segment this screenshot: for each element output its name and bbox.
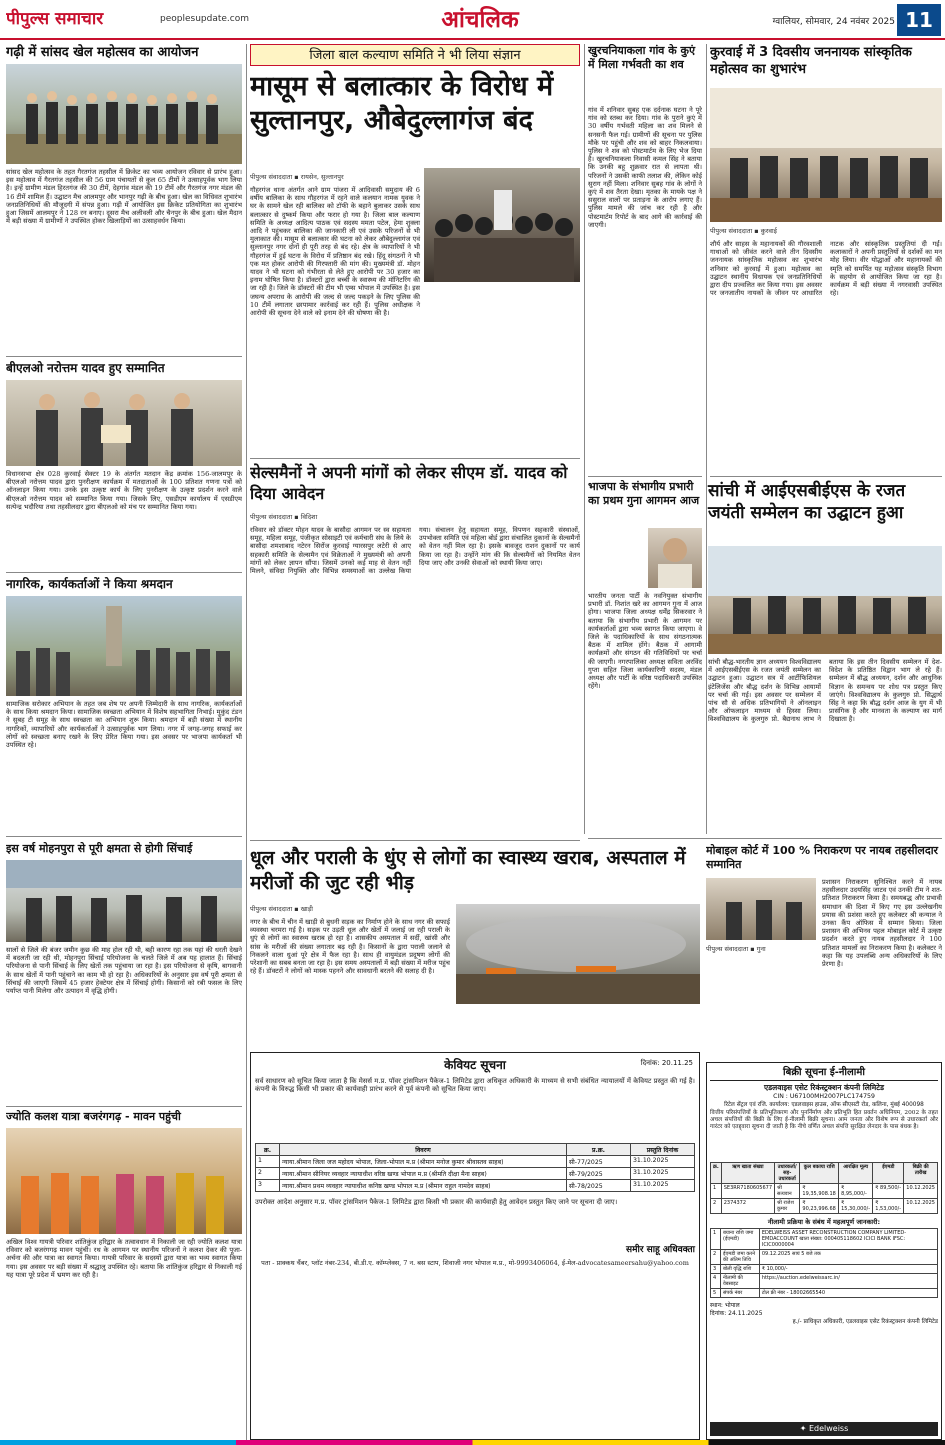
kurwai-headline: कुरवाई में 3 दिवसीय जननायक सांस्कृतिक महोत्सव का शुभारंभ	[710, 45, 912, 77]
selsmen-credit: पीपुल्स संवाददाता ▪ विदिशा	[250, 513, 318, 521]
divider	[250, 840, 580, 841]
story-dhool	[250, 846, 700, 1048]
divider	[6, 836, 242, 837]
bhajpa-headline: भाजपा के संभागीय प्रभारी का प्रथम गुना आगमन आज	[588, 480, 700, 507]
caveat-cell: 3	[256, 1180, 280, 1192]
table-row	[711, 1289, 938, 1298]
caveat-cell: सी-79/2025	[567, 1168, 631, 1180]
kharchuniya-body: गांव में शनिवार सुबह एक दर्दनाक घटना ने पूरे गांव को स्तब्ध कर दिया। गांव के पुराने कुएं में 30 वर्षीय गर्भवती महिला का शव मिलने से सनसनी फैल गई। ग्रामीणों की सूचना पर पुलिस मौके पर पहुंची और शव को बाहर निकलवाया। पुलिस ने शव को पोस्टमार्टम के लिए भेज दिया है। खुरचनियाकला निवासी कमल सिंह ने बताया कि उनकी बहू शुक्रवार रात से लापता थी। परिजनों ने उसकी काफी तलाश की, लेकिन कोई सुराग नहीं मिला। शनिवार सुबह गांव के लोगों ने कुएं में शव तैरता देखा। मृतका के मायके पक्ष ने ससुराल वालों पर प्रताड़ना के आरोप लगाए हैं। पुलिस मामले की जांच कर रही है और पोस्टमार्टम रिपोर्ट के बाद आगे की कार्रवाई की जाएगी।	[588, 106, 702, 229]
shramdan-photo	[6, 596, 242, 696]
story-narottam	[6, 360, 242, 570]
caveat-col-case: प्र.क्र.	[567, 1144, 631, 1156]
shramdan-body: सामाजिक सरोकार अभियान के तहत जब शेष पर अपनी जिम्मेदारी के साथ नागरिक, कार्यकर्ताओं के साथ किया श्रमदान किया। सामाजिक स्वच्छता अभियान में विशेष सहभागिता निभाई। मुकुंद टंडन ने सुबह टी समूह के साथ स्वच्छता का अभियान शुरू किया। श्रमदान में बड़ी संख्या में स्थानीय नागरिकों, व्यापारियों और कार्यकर्ताओं ने उत्साहपूर्वक भाग लिया। नगर में जगह-जगह सफाई कर लोगों को स्वच्छता बनाए रखने के लिए प्रेरित किया गया। इस अवसर पर भाजपा कार्यकर्ता भी उपस्थित रहे।	[6, 700, 242, 750]
caveat-col-date: प्रस्तुति दिनांक	[631, 1144, 695, 1156]
caveat-table	[255, 1143, 695, 1192]
auction-cell: ₹ 89,500/-	[873, 1184, 904, 1199]
caveat-footer: उपरोक्त आदेश अनुसार म.प्र. पॉवर ट्रांसमिशन पैकेज-1 लिमिटेड द्वारा किसी भी प्रकार की कार्यवाही हेतु आवेदन प्रस्तुत किए जाने पर सूचना दी जाए।	[255, 1198, 618, 1206]
auction-address: रिटेल सेंट्रल एवं रजि. कार्यालय: एडलवाइस हाउस, ऑफ सीएसटी रोड, कलिना, मुंबई 400098	[724, 1102, 924, 1108]
caveat-col-no: क्र.	[256, 1144, 280, 1156]
auction-cell: ₹ 19,35,908.18	[800, 1184, 839, 1199]
sinchai-photo	[6, 860, 242, 942]
auction-cell: 10.12.2025	[904, 1199, 938, 1214]
dhool-credit: पीपुल्स संवाददाता ▪ खाड़ी	[250, 905, 313, 913]
auction-cell: ₹ 8,95,000/-	[839, 1184, 873, 1199]
auction-logo	[710, 1422, 938, 1436]
lead-body: गौहरगंज थाना अंतर्गत आने ग्राम पांजरा में आदिवासी समुदाय की 6 वर्षीय बालिका के साथ गौहरगंज में रहने वाले कलयान नामक युवक ने घर के सामने खेल रही बालिका को टॉफी के बहाने बुलाकर उसके साथ बलात्कार से दुष्कर्म किया और फरार हो गया है। जिला बाल कल्याण समिति के अध्यक्ष आदित्य पाठक एवं सदस्य ममता पटेल, हेमा शुक्ला आदि ने पहुंचकर बालिका की जानकारी ली एवं उसके परिजनों से भी मुलाकात की। मासूम से बलात्कार की घटना को लेकर औबेदुल्लागंज एवं सुल्तानपुर नगर दोनों ही पूरी तरह से बंद रहे। क्षेत्र के व्यापारियों ने भी गौहरगंज में हुई घटना के विरोध में प्रतिष्ठान बंद रखे। हिंदू संगठनों ने भी एक मत होकर आरोपी की गिरफ्तारी की मांग की। मुख्यमंत्री डॉ. मोहन यादव ने भी घटना को गंभीरता से लेते हुए आरोपी पर 30 हजार का इनाम घोषित किया है। डॉक्टरों द्वारा बच्ची के स्वास्थ्य की मॉनिटरिंग की जा रही है। जिले के डॉक्टरों की टीम भी एम्स भोपाल में उपस्थित है। इस जघन्य अपराध के आरोपी की जल्द से जल्द पकड़ने के लिए पुलिस की 10 टीमें लगातार छापामार कार्रवाई कर रही हैं। पुलिस अधीक्षक ने आरोपी की सूचना देने वाले को इनाम देने की घोषणा की है।	[250, 186, 420, 318]
section-title: आंचलिक	[441, 7, 519, 33]
auction-cell: 1	[711, 1184, 722, 1199]
masthead	[0, 0, 945, 40]
caveat-cell: 31.10.2025	[631, 1180, 695, 1192]
dhool-headline: धूल और पराली के धुंए से लोगों का स्वास्थ्य खराब, अस्पताल में मरीजों की जुट रही भीड़	[250, 847, 686, 894]
divider	[588, 838, 942, 839]
auction-info-cell: बोली वृद्धि राशि	[721, 1265, 760, 1274]
burning-field-illustration	[456, 904, 700, 1004]
auction-info-cell: टोल फ्री नंबर - 18002665540	[759, 1289, 937, 1298]
auction-cell: 10.12.2025	[904, 1184, 938, 1199]
kalash-headline: ज्योति कलश यात्रा बजरंगगढ़ - मावन पहुंची	[6, 1110, 181, 1123]
bhajpa-body: भारतीय जनता पार्टी के नवनियुक्त संभागीय प्रभारी डॉ. निशांत खरे का आगमन गुना में आज होगा। भाजपा जिला अध्यक्ष धर्मेंद्र सिकरवार ने बताया कि संभागीय प्रभारी के आगमन पर कार्यकर्ताओं द्वारा भव्य स्वागत किया जाएगा। वे जिले के पदाधिकारियों के साथ संगठनात्मक बैठक में शामिल होंगे। बैठक में आगामी कार्यक्रमों और संगठन की गतिविधियों पर चर्चा की जाएगी। नगरपालिका अध्यक्ष सविता अरविंद गुप्ता सहित जिला कार्यकारिणी सदस्य, मंडल अध्यक्ष और पार्टी के वरिष्ठ पदाधिकारी उपस्थित रहेंगे।	[588, 592, 702, 691]
auction-cell: 2374372	[721, 1199, 774, 1214]
sinchai-headline: इस वर्ष मोहनपुरा से पूरी क्षमता से होगी सिंचाई	[6, 842, 193, 855]
auction-place: स्थान: भोपाल	[710, 1302, 740, 1309]
page-number: 11	[897, 4, 941, 36]
caveat-cell: न्याया.श्रीमान प्रथम व्यवहार न्यायाधीश कनिष्ठ खण्ड भोपाल म.प्र (श्रीमान राहुल नामदेव साहब)	[280, 1180, 567, 1192]
sanchi-body: सांची बौद्ध-भारतीय ज्ञान अध्ययन विश्वविद्यालय में आईएसबीईएस के रजत जयंती सम्मेलन का उद्घाटन हुआ। उद्घाटन सत्र में आर्टीफिशियल इंटेलिजेंस और बौद्ध दर्शन के विभिन्न आयामों पर चर्चा की गई। इस अवसर पर सम्मेलन में पांच सौ से अधिक प्रतिभागियों ने ऑनलाइन और ऑफलाइन माध्यम से हिस्सा लिया। विश्वविद्यालय के कुलगुरु प्रो. बैद्यनाथ लाभ ने बताया कि इस तीन दिवसीय सम्मेलन में देश-विदेश के प्रतिष्ठित विद्वान भाग ले रहे हैं। सम्मेलन में बौद्ध अध्ययन, दर्शन और आधुनिक विज्ञान के समन्वय पर शोध पत्र प्रस्तुत किए जाएंगे। विश्वविद्यालय के कुलगुरु प्रो. सिद्धार्थ सिंह ने कहा कि बौद्ध दर्शन आज के युग में भी प्रासंगिक है और मानवता के कल्याण का मार्ग दिखाता है।	[708, 658, 942, 724]
divider	[710, 476, 942, 477]
selsmen-headline: सेल्समैनों ने अपनी मांगों को लेकर सीएम डॉ. यादव को दिया आवेदन	[250, 463, 568, 503]
stage-event-illustration	[710, 88, 942, 222]
selsmen-body: रविवार को डॉक्टर मोहन यादव के बासौदा आगमन पर स्व सहायता समूह, महिला समूह, पंजीकृत सोसाइटी एवं कर्मचारी संघ के लिये के बासौदा शमशाबाद नटेरन सिरोंज कुरवाई ग्यारसपुर लटेरी से आए सहकारी समिति के सेल्समैन एवं विक्रेताओं ने मुख्यमंत्री को अपनी मांगों को लेकर ज्ञापन सौंपा। जिसमें उनको कई माह से वेतन नहीं मिलने, संविदा नियुक्ति और विभिन्न समस्याओं का उल्लेख किया गया। संचालन हेतु सहायता समूह, विपणन सहकारी संस्थाओं, उपभोक्ता समिति एवं महिला बोर्ड द्वारा संचालित दुकानों के सेल्समैनों को वेतन नहीं मिल रहा है। इसके बावजूद राशन दुकानों पर कार्य किया जा रहा है। उन्होंने मांग की कि सेल्समैनों को नियमित वेतन दिया जाए और उनकी सेवाओं को स्थायी किया जाए।	[250, 526, 580, 576]
divider	[6, 572, 242, 573]
table-row	[711, 1184, 938, 1199]
lead-kicker: जिला बाल कल्याण समिति ने भी लिया संज्ञान	[250, 44, 580, 66]
table-row	[256, 1180, 695, 1192]
column-rule	[246, 44, 247, 1440]
lead-headline: मासूम से बलात्कार के विरोध में सुल्तानपुर, औबेदुल्लागंज बंद	[250, 71, 554, 136]
sanchi-photo	[708, 546, 942, 654]
divider	[250, 458, 580, 459]
auction-info-cell: 1	[711, 1229, 721, 1250]
auction-info-cell: 5	[711, 1289, 721, 1298]
auction-col: ऋण खाता संख्या	[721, 1163, 774, 1184]
auction-header-row	[711, 1163, 938, 1184]
caveat-col-detail: विवरण	[280, 1144, 567, 1156]
auction-info-cell: 4	[711, 1274, 721, 1289]
color-registration-bar	[0, 1440, 945, 1445]
story-selsmen	[250, 462, 580, 838]
table-row	[711, 1199, 938, 1214]
auction-info-cell: बयाना राशि जमा (ईएमडी)	[721, 1229, 760, 1250]
divider	[6, 1106, 242, 1107]
story-kurwai	[710, 44, 942, 472]
caveat-cell: 31.10.2025	[631, 1156, 695, 1168]
auction-info-cell: 2	[711, 1250, 721, 1265]
narottam-photo	[6, 380, 242, 466]
table-row	[711, 1229, 938, 1250]
auction-table	[710, 1162, 938, 1214]
felicitation-illustration	[706, 878, 816, 940]
auction-info-table	[710, 1228, 938, 1298]
auction-cell: श्री राजेश कुमार	[775, 1199, 800, 1214]
paper-name: पीपुल्स समाचार	[6, 9, 104, 29]
narottam-body: विधानसभा क्षेत्र 028 कुरवाई सेक्टर 19 के अंतर्गत मतदान केंद्र क्रमांक 156-जालमपुर के बीएलओ नरोत्तम यादव द्वारा पुनरीक्षण कार्यक्रम में मतदाताओं के 100 प्रतिशत गणना पत्रों को ऑनलाइन किया गया। उनके इस उत्कृष्ट कार्य के लिए पुनरीक्षण के उत्कृष्ट प्रदर्शन करने वाले बीएलओ नरोत्तम यादव को सम्मानित किया गया। जिसके लिए, एसडीएम कार्यालय में एसडीएम सत्येन्द्र भदौरिया तथा तहसीलदार द्वारा बीएलओ को मंच पर सम्मानित किया गया।	[6, 470, 242, 511]
sinchai-body: सालों से जिले की बंजर जमीन कुछ की माह होल रही थी, बही कारण रहा तक यहां की धरती देखने में बदलती जा रही थी, मोहनपुरा सिंचाई परियोजना के चलते जिले में अब यह हालात हैं। सिंचाई परियोजना से पानी सिंचाई के लिए खेतों तक पहुंचाया जा रहा है। इस परियोजना से कृषि, बागवानी के साथ खेतों में पानी पहुंचाने का काम भी हो रहा है। अधिकारियों के अनुसार इस वर्ष पूरी क्षमता से सिंचाई की जाएगी जिसमें 45 हजार हेक्टेयर क्षेत्र में सिंचाई होगी। किसानों को रबी फसल के लिए पर्याप्त पानी मिलेगा और उत्पादन में वृद्धि होगी।	[6, 946, 242, 996]
lead-body-cont	[424, 286, 580, 452]
auction-date: दिनांक: 24.11.2025	[710, 1310, 763, 1317]
story-kharchuniya	[588, 44, 702, 472]
story-sinchai	[6, 842, 242, 1104]
table-row	[256, 1156, 695, 1168]
kharchuniya-headline: खुरचनियाकला गांव के कुएं में मिला गर्भवती का शव	[588, 44, 696, 71]
kurwai-body: शौर्य और साहस के महानायकों की गौरवशाली गाथाओं को जीवंत करने वाले तीन दिवसीय जननायक सांस्कृतिक महोत्सव का शुभारंभ शनिवार को कुरवाई में हुआ। महोत्सव का उद्घाटन स्थानीय विधायक एवं जनप्रतिनिधियों द्वारा दीप प्रज्वलित कर किया गया। इस अवसर पर जनजातीय नायकों के जीवन पर आधारित नाटक और सांस्कृतिक प्रस्तुतियां दी गईं। कलाकारों ने अपनी प्रस्तुतियों से दर्शकों का मन मोह लिया। वीर योद्धाओं और महानायकों की स्मृति को समर्पित यह महोत्सव संस्कृति विभाग के सहयोग से आयोजित किया जा रहा है। कार्यक्रम में बड़ी संख्या में नगरवासी उपस्थित रहे।	[710, 240, 942, 298]
smoke-photo	[456, 904, 700, 1004]
kurwai-credit: पीपुल्स संवाददाता ▪ कुरवाई	[710, 227, 777, 235]
divider	[588, 476, 702, 477]
dhool-body: नगर के बीच में चीन में खाड़ी से बुधनी सड़क का निर्माण होने के साथ नगर की सफाई व्यवस्था चरमरा गई है। सड़क पर उड़ती धूल और खेतों में जलाई जा रही पराली के धुएं से लोगों का स्वास्थ्य खराब हो रहा है। शासकीय अस्पताल में सर्दी, खांसी और सांस के मरीजों की संख्या लगातार बढ़ रही है। किसानों के द्वारा पराली जलाने से निकलने वाला धुआं पूरे क्षेत्र में फैल रहा है। साथ ही वायुमंडल प्रदूषण लोगों की परेशानी का सबब बनता जा रहा है। इस समय अस्पतालों में बड़ी संख्या में मरीज पहुंच रहे हैं। डॉक्टरों ने लोगों को मास्क पहनने और सावधानी बरतने की सलाह दी है।	[250, 918, 450, 976]
caveat-cell: सी-77/2025	[567, 1156, 631, 1168]
shramdan-headline: नागरिक, कार्यकर्ताओं ने किया श्रमदान	[6, 577, 173, 591]
story-shramdan	[6, 576, 242, 834]
kalash-photo	[6, 1128, 242, 1234]
auction-col: कुल बकाया राशि	[800, 1163, 839, 1184]
auction-cell: ₹ 90,23,996.68	[800, 1199, 839, 1214]
mobile-credit: पीपुल्स संवाददाता ▪ गुना	[706, 945, 766, 953]
divider	[6, 356, 242, 357]
auction-col: क्र.	[711, 1163, 722, 1184]
auction-logo-text: Edelweiss	[808, 1424, 849, 1433]
story-mobile	[706, 844, 942, 1058]
khel-photo	[6, 64, 242, 164]
caveat-signature: समीर साहू अधिवक्ता	[626, 1245, 695, 1255]
table-row	[711, 1265, 938, 1274]
story-lead	[250, 44, 580, 454]
sanchi-headline: सांची में आईएसबीईएस के रजत जयंती सम्मेलन का उद्घाटन हुआ	[708, 481, 906, 523]
caveat-cell: 31.10.2025	[631, 1168, 695, 1180]
caveat-cell: न्याया.श्रीमान जिला जज महोदय भोपाल, जिला-भोपाल म.प्र (श्रीमान मनोज कुमार श्रीवास्तव साहब)	[280, 1156, 567, 1168]
auction-info-link[interactable]: https://auction.edelweissarc.in/	[759, 1274, 937, 1289]
conference-dais-illustration	[708, 546, 942, 654]
auction-info-cell: संपर्क नंबर	[721, 1289, 760, 1298]
auction-info-cell: EDELWEISS ASSET RECONSTRUCTION COMPANY LIMITED-EMDACCOUNT खाता संख्या: 000405118602 ICICI BANK IFSC: ICIC0000004	[759, 1229, 937, 1250]
caveat-date: दिनांक: 20.11.25	[640, 1059, 693, 1067]
caveat-notice	[250, 1052, 700, 1440]
auction-info-title: नीलामी प्रक्रिया के संबंध में महत्वपूर्ण जानकारी:	[767, 1218, 881, 1226]
officials-inspection-illustration	[6, 860, 242, 942]
auction-cell: श्री सत्यवान	[775, 1184, 800, 1199]
mobile-headline: मोबाइल कोर्ट में 100 % निराकरण पर नायब तहसीलदार सम्मानित	[706, 844, 939, 871]
auction-info-cell: नीलामी की वेबसाइट	[721, 1274, 760, 1289]
khel-headline: गढ़ी में सांसद खेल महोत्सव का आयोजन	[6, 45, 199, 60]
protest-photo	[424, 168, 580, 282]
narottam-headline: बीएलओ नरोत्तम यादव हुए सम्मानित	[6, 361, 165, 375]
paper-logo	[6, 6, 156, 34]
kalash-body: अखिल विश्व गायत्री परिवार शांतिकुंज हरिद्वार के तत्वावधान में निकाली जा रही ज्योति कलश यात्रा रविवार को बजरंगगढ़ मावन पहुंची। रथ के आगमन पर स्थानीय परिजनों ने कलश देकर की पूजा-अर्चना की और यात्रा का स्वागत किया। गायत्री परिवार के सदस्यों द्वारा यात्रा का भव्य स्वागत किया गया। इस अवसर पर बड़ी संख्या में श्रद्धालु उपस्थित रहे। बताया कि शांतिकुंज हरिद्वार से निकाली गई यह यात्रा पूरे प्रदेश में भ्रमण कर रही है।	[6, 1238, 242, 1279]
award-ceremony-illustration	[6, 380, 242, 466]
auction-col: उधारकर्ता/सह-उधारकर्ता	[775, 1163, 800, 1184]
team-group-illustration	[6, 64, 242, 164]
auction-cin: CIN : U67100MH2007PLC174759	[773, 1093, 875, 1100]
edelweiss-icon: ✦	[799, 1424, 807, 1433]
auction-info-cell: 09.12.2025 सायं 5 बजे तक	[759, 1250, 937, 1265]
story-khel	[6, 44, 242, 354]
auction-company: एडलवाइस एसेट रिकंस्ट्रक्शन कंपनी लिमिटेड	[763, 1083, 885, 1092]
caveat-cell: न्याया.श्रीमान सीनियर व्यवहार न्यायाधीश वरिष्ठ खण्ड भोपाल म.प्र (श्रीमति दीक्षा मैना साहब)	[280, 1168, 567, 1180]
caveat-title: केवियट सूचना	[444, 1058, 506, 1072]
caveat-intro: सर्व साधारण को सूचित किया जाता है कि मेसर्स म.प्र. पॉवर ट्रांसमिशन पैकेज-1 लिमिटेड द्वारा अधिकृत अधिकारी के माध्यम से सभी संबंधित न्यायालयों में केवियट प्रस्तुत की गई है। कंपनी के विरुद्ध किसी भी प्रकार की कार्यवाही प्रारंभ करने से पूर्व कंपनी को सूचित किया जाए।	[255, 1077, 695, 1094]
table-row	[256, 1168, 695, 1180]
mobile-photo	[706, 878, 816, 940]
caveat-cell: 1	[256, 1156, 280, 1168]
story-sanchi	[588, 480, 942, 832]
auction-info-cell: ₹ 10,000/-	[759, 1265, 937, 1274]
auction-intro: वित्तीय परिसंपत्तियों के प्रतिभूतिकरण और पुनर्निर्माण और प्रतिभूति हित प्रवर्तन अधिनियम, 2002 के तहत अचल संपत्तियों की बिक्री के लिए ई-नीलामी बिक्री सूचना। आम जनता और विशेष रूप से उधारकर्ता और गारंटर को एतद्द्वारा सूचना दी जाती है कि नीचे वर्णित अचल संपत्ति सुरक्षित लेनदार के पास बंधक है।	[710, 1110, 938, 1130]
kurwai-photo	[710, 88, 942, 222]
auction-cell: ₹ 1,53,000/-	[873, 1199, 904, 1214]
auction-cell: ₹ 15,30,000/-	[839, 1199, 873, 1214]
auction-notice	[706, 1062, 942, 1440]
table-row	[711, 1274, 938, 1289]
caveat-cell: 2	[256, 1168, 280, 1180]
auction-col: आरक्षित मूल्य	[839, 1163, 873, 1184]
caveat-cell: सी-78/2025	[567, 1180, 631, 1192]
auction-title: बिक्री सूचना ई-नीलामी	[710, 1066, 938, 1081]
auction-cell: SE3RR7180605677	[721, 1184, 774, 1199]
column-rule	[584, 44, 585, 834]
procession-illustration	[6, 1128, 242, 1234]
auction-info-cell: ईएमडी जमा करने की अंतिम तिथि	[721, 1250, 760, 1265]
cleanup-crowd-illustration	[6, 596, 242, 696]
khel-body: सांसद खेल महोत्सव के तहत गैरतगंज तहसील में क्रिकेट का भव्य आयोजन रविवार से प्रारंभ हुआ। इस महोत्सव में गैरतगंज तहसील की 56 ग्राम पंचायतों से कुल 65 टीमों ने उत्साहपूर्वक भाग लिया है। इन्हें ग्रामीण मंडल हिरतगंज की 30 टीमें, देहगांव मंडल की 19 टीमें और गैरतगंज नगर मंडल की 16 टीमें शामिल हैं। उद्घाटन मैच आलमपुर और भानपुर गढ़ी के बीच हुआ। खेल का विधिवत शुभारंभ जनप्रतिनिधियों की मौजूदगी में संपन्न हुआ। गढ़ी में आयोजित इस क्रिकेट प्रतियोगिता का शुभारंभ हुआ जिसमें आलमपुर ने 128 रन बनाए। दूसरा मैच अलीवली और चैनपुर के बीच हुआ। खेल मैदान में बड़ी संख्या में ग्रामीणों ने उपस्थित होकर खिलाड़ियों का उत्साहवर्धन किया।	[6, 168, 242, 226]
website-link[interactable]: peoplesupdate.com	[160, 14, 249, 24]
auction-cell: 2	[711, 1199, 722, 1214]
protest-crowd-illustration	[424, 168, 580, 282]
lead-credit: पीपुल्स संवाददाता ▪ रायसेन, सुल्तानपुर	[250, 173, 344, 181]
table-row	[711, 1250, 938, 1265]
auction-signatory: ह./- प्राधिकृत अधिकारी, एडलवाइस एसेट रिकंस्ट्रक्शन कंपनी लिमिटेड	[792, 1319, 938, 1325]
auction-info-cell: 3	[711, 1265, 721, 1274]
mobile-body: प्रशासन निराकरण सुनिश्चित करने में नायब तहसीलदार उदयसिंह जाटव एवं उनकी टीम ने शत-प्रतिशत निराकरण किया है। समयबद्ध और प्रभावी समाधान की दिशा में किए गए इस उल्लेखनीय प्रयास की प्रशंसा करते हुए कलेक्टर श्री कन्याल ने उनका कैंप ऑफिस में सम्मान किया। जिला प्रशासन की अभिनव पहल मोबाइल कोर्ट में उत्कृष्ट प्रदर्शन करते हुए नायब तहसीलदार ने 100 प्रतिशत मामलों का निराकरण किया है। कलेक्टर ने कहा कि यह उपलब्धि अन्य अधिकारियों के लिए प्रेरणा है।	[822, 878, 942, 969]
caveat-address: पता - प्राक्कथ चैंबर, प्लॉट नंबर-234, बी.डी.ए. कॉम्प्लेक्स, 7 न. बस स्टाप, शिवाजी नगर भोपाल म.प्र., मो-9993406064, ई-मेल-advocatesameersahu@yahoo.com	[261, 1259, 689, 1267]
caveat-header-row	[256, 1144, 695, 1156]
auction-col: ईएमडी	[873, 1163, 904, 1184]
dateline: ग्वालियर, सोमवार, 24 नवंबर 2025	[772, 17, 895, 27]
story-kalash	[6, 1110, 242, 1440]
auction-col: बिक्री की तारीख	[904, 1163, 938, 1184]
